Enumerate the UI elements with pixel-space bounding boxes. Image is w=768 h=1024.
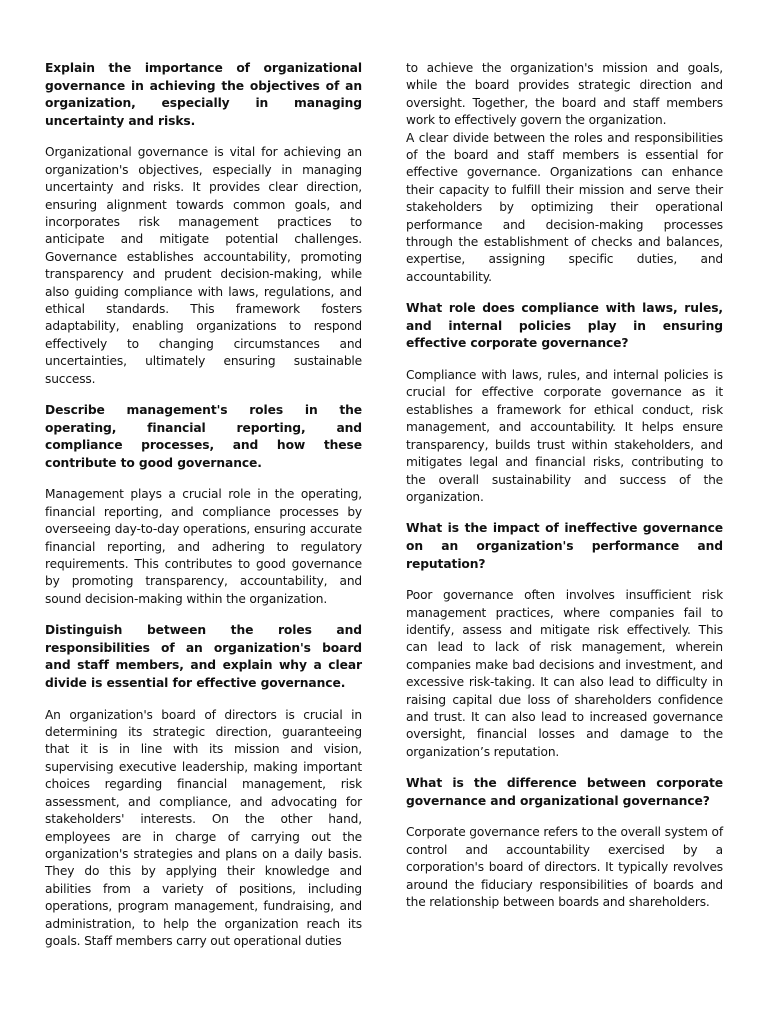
question-heading: Describe management's roles in the operating, financial reporting, and compliance processes, and how these contribute to good governance. [45, 403, 362, 470]
question-heading: What is the impact of ineffective governance on an organization's performance and reputation? [406, 521, 723, 571]
question-heading: Distinguish between the roles and responsibilities of an organization's board and staff members, and explain why a clear divide is essential for effective governance. [45, 623, 362, 691]
question-heading: What role does compliance with laws, rules, and internal policies play in ensuring effective corporate governance? [406, 301, 723, 351]
answer-paragraph: Corporate governance refers to the overall system of control and accountability exercised by a corporation's board of directors. It typically revolves around the fiduciary responsibilities of boards and the relationship between boards and shareholders. [406, 825, 723, 909]
question-heading: Explain the importance of organizational governance in achieving the objectives of an organization, especially in managing uncertainty and risks. [45, 61, 362, 128]
answer-paragraph: Organizational governance is vital for achieving an organization's objectives, especially in managing uncertainty and risks. It provides clear direction, ensuring alignment towards common goals, and incorporates risk management practices to anticipate and mitigate potential challenges. Governance establishes accountability, promoting transparency and prudent decision-making, while also guiding compliance with laws, regulations, and ethical standards. This framework fosters adaptability, enabling organizations to respond effectively to changing circumstances and uncertainties, ultimately ensuring sustainable success. [45, 145, 362, 386]
answer-paragraph: An organization's board of directors is crucial in determining its strategic direction, guaranteeing that it is in line with its mission and vision, supervising executive leadership, making important choices regarding financial management, risk assessment, and compliance, and advocating for stakeholders' interests. On the other hand, employees are in charge of carrying out the organization's strategies and plans on a daily basis. They do this by applying their knowledge and abilities from a variety of positions, including operations, program management, fundraising, and administration, to help the organization reach its goals. Staff members carry out operational duties [45, 707, 362, 948]
answer-paragraph: Management plays a crucial role in the operating, financial reporting, and compliance processes by overseeing day-to-day operations, ensuring accurate financial reporting, and adhering to regulatory requirements. This contributes to good governance by promoting transparency, accountability, and sound decision-making within the organization. [45, 487, 362, 606]
answer-paragraph-continued: to achieve the organization's mission and goals, while the board provides strategic direction and oversight. Together, the board and staff members work to effectively govern the organization. [406, 61, 723, 128]
answer-paragraph: A clear divide between the roles and responsibilities of the board and staff members is essential for effective governance. Organizations can enhance their capacity to fulfill their mission and serve their stakeholders by optimizing their operational performance and decision-making processes through the establishment of checks and balances, expertise, assigning specific duties, and accountability. [406, 130, 723, 284]
right-column [406, 60, 723, 925]
answer-paragraph: Compliance with laws, rules, and internal policies is crucial for effective corporate governance as it establishes a framework for ethical conduct, risk management, and accountability. It helps ensure transparency, builds trust within stakeholders, and mitigates legal and financial risks, contributing to the overall sustainability and success of the organization. [406, 368, 723, 504]
question-heading: What is the difference between corporate governance and organizational governance? [406, 776, 723, 808]
left-column [45, 60, 362, 950]
answer-paragraph: Poor governance often involves insufficient risk management practices, where companies fail to identify, assess and mitigate risk effectively. This can lead to lack of risk management, wherein companies make bad decisions and investment, and excessive risk-taking. It can also lead to difficulty in raising capital due loss of shareholders confidence and trust. It can also lead to increased governance oversight, financial losses and damage to the organization’s reputation. [406, 588, 723, 759]
